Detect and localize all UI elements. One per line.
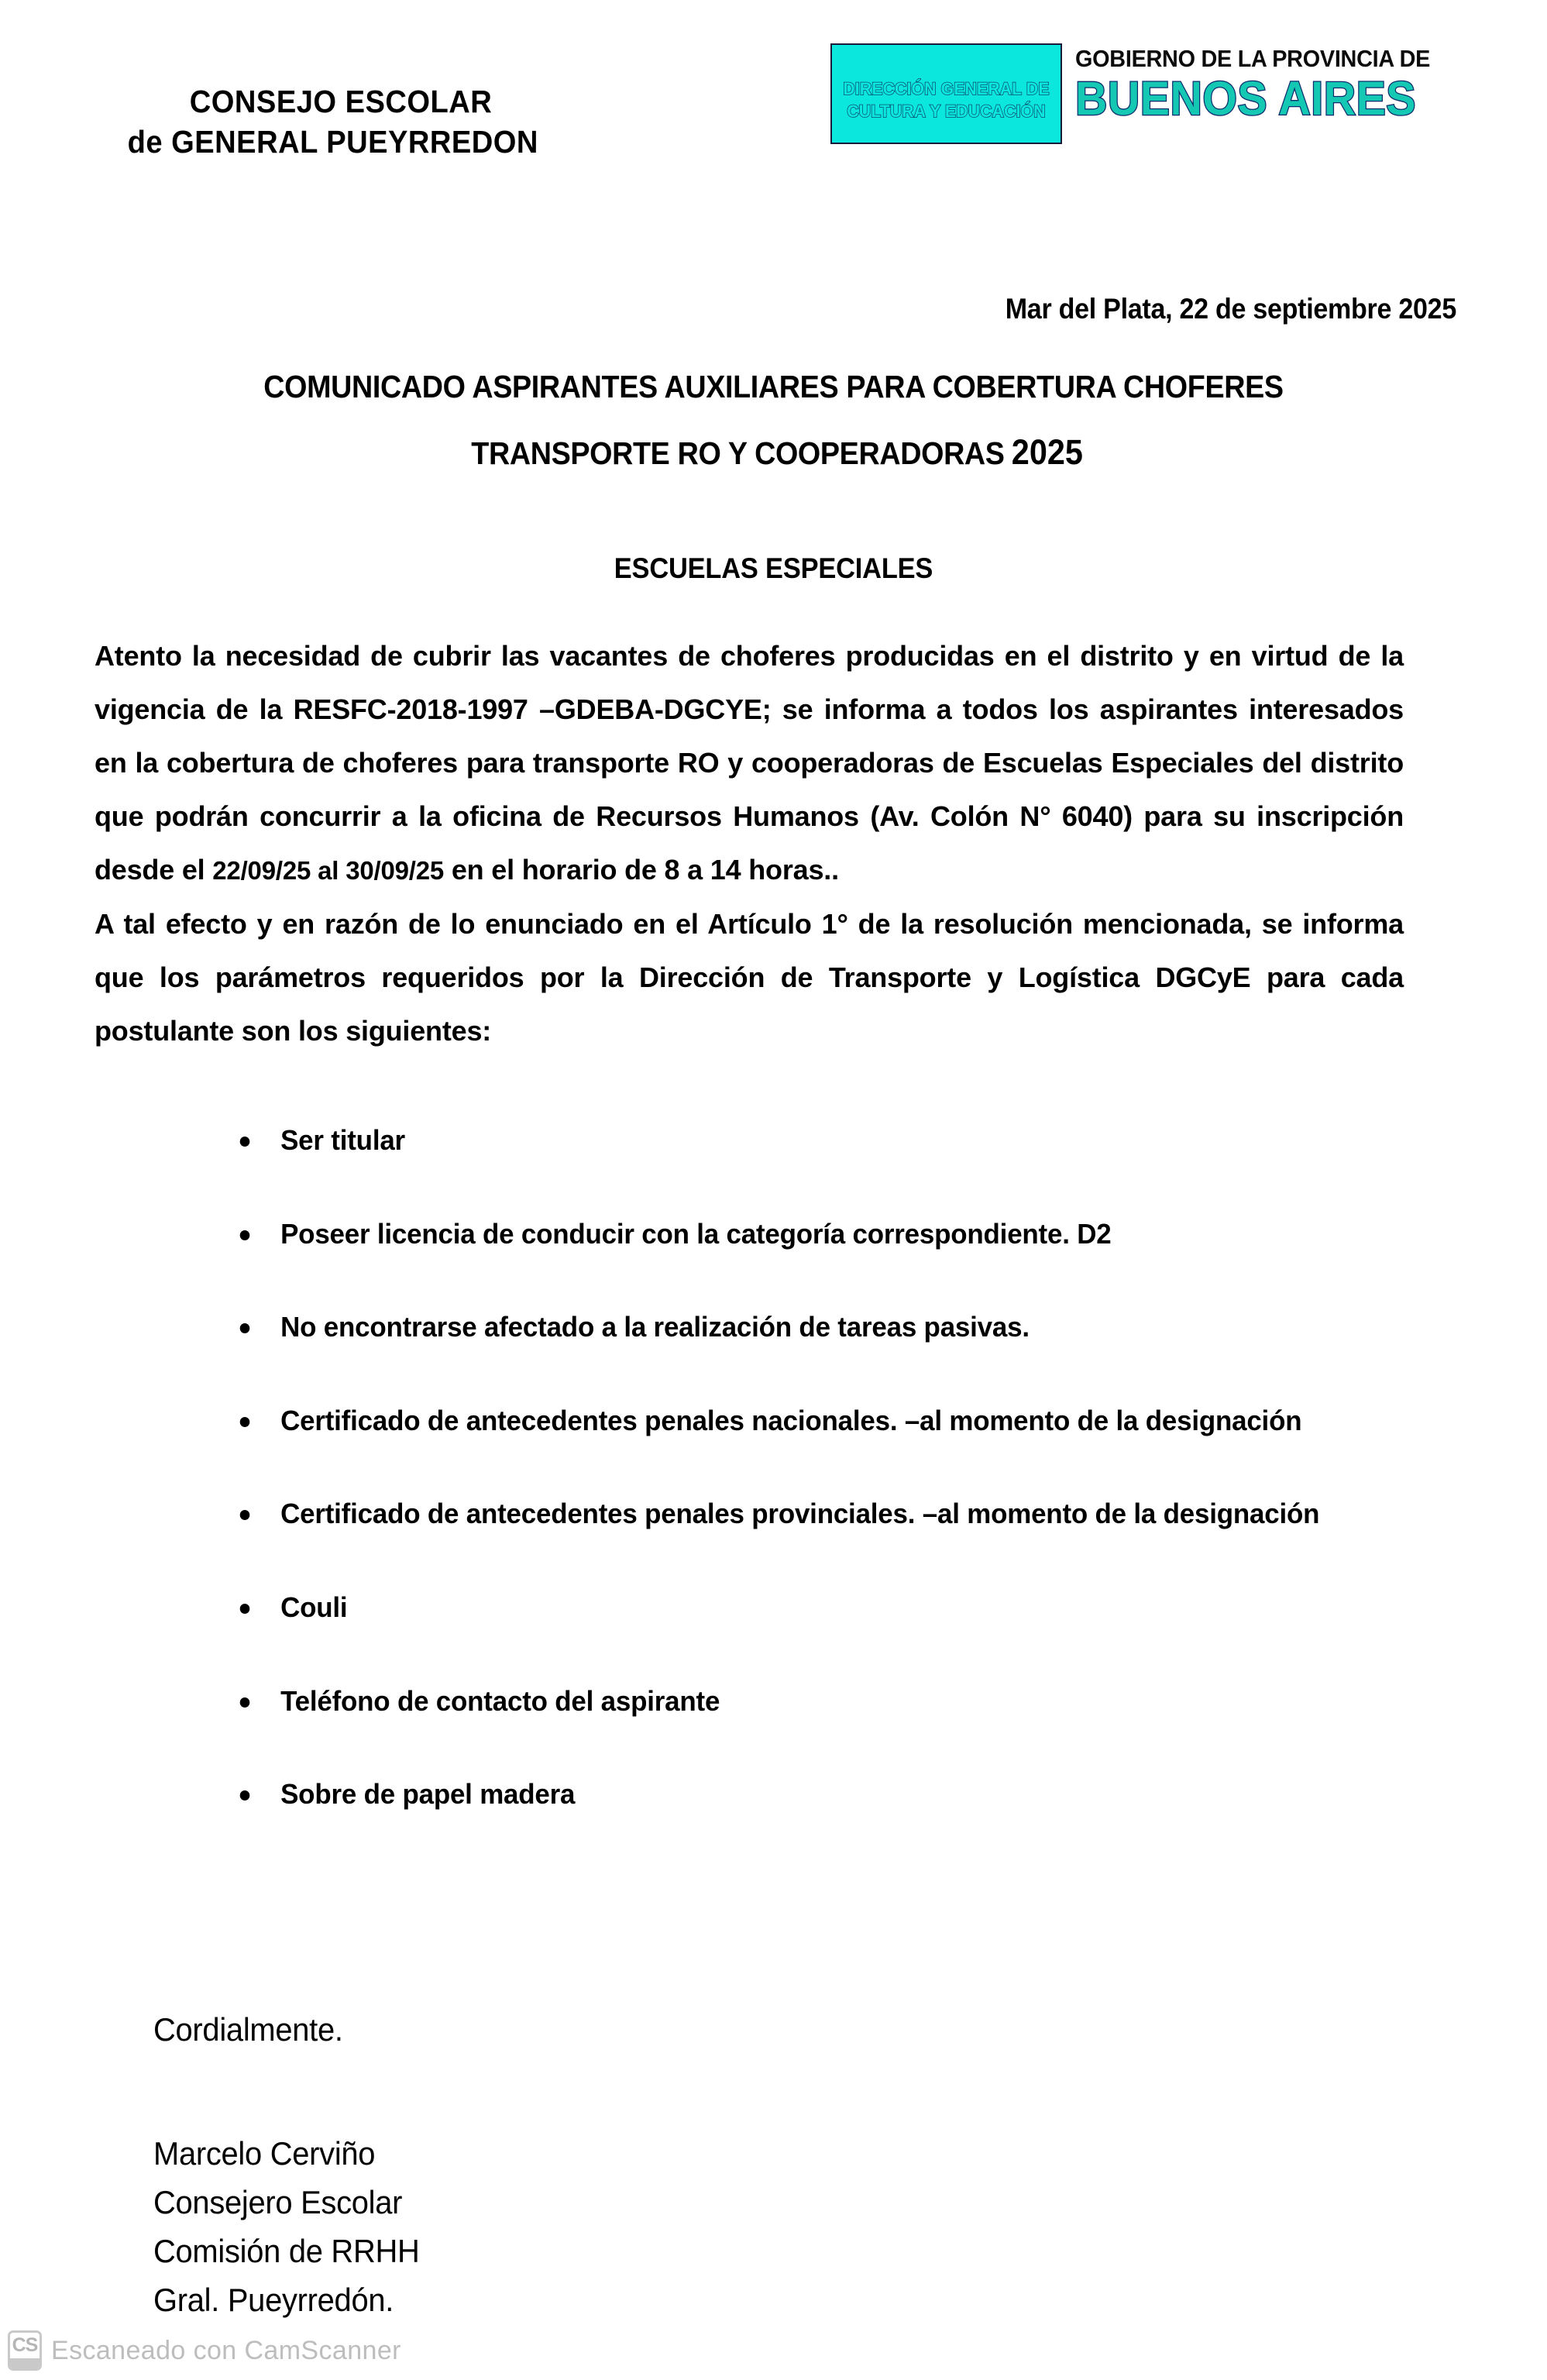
bullet-icon xyxy=(240,1230,250,1240)
requirement-text: Certificado de antecedentes penales provinciales. –al momento de la designación xyxy=(280,1498,1320,1530)
list-item xyxy=(232,1312,1449,1343)
organization-line-1: CONSEJO ESCOLAR xyxy=(189,84,493,119)
bullet-icon xyxy=(240,1510,250,1520)
organization-heading xyxy=(74,81,593,163)
list-item xyxy=(232,1405,1449,1436)
camscanner-watermark xyxy=(8,2330,401,2371)
province-name: BUENOS AIRES xyxy=(1075,71,1417,125)
organization-line-2: de GENERAL PUEYRREDON xyxy=(127,124,538,160)
bullet-icon xyxy=(240,1417,250,1427)
closing-salutation: Cordialmente. xyxy=(153,2011,343,2048)
title-line-2-text: TRANSPORTE RO Y COOPERADORAS xyxy=(471,435,1005,471)
province-logo-text xyxy=(1075,45,1528,125)
list-item xyxy=(232,1686,1449,1717)
list-item xyxy=(232,1498,1449,1529)
document-header xyxy=(0,0,1547,232)
title-line-1: COMUNICADO ASPIRANTES AUXILIARES PARA COBERTURA CHOFERES xyxy=(263,369,1284,404)
requirement-text: Certificado de antecedentes penales nacionales. –al momento de la designación xyxy=(280,1404,1302,1436)
bullet-icon xyxy=(240,1790,250,1800)
dgcye-logo-text xyxy=(837,77,1056,122)
signer-role: Consejero Escolar xyxy=(153,2184,403,2220)
government-logo xyxy=(830,43,1528,194)
document-subtitle: ESCUELAS ESPECIALES xyxy=(614,552,933,584)
requirement-text: Poseer licencia de conducir con la categoría correspondiente. D2 xyxy=(280,1217,1112,1250)
dgcye-logo-line-2: CULTURA Y EDUCACIÓN xyxy=(847,101,1046,122)
bullet-icon xyxy=(240,1323,250,1333)
dgcye-logo-line-1: DIRECCIÓN GENERAL DE xyxy=(843,79,1050,98)
paragraph-1-bold-office: oficina de Recursos Humanos xyxy=(452,800,859,832)
title-year: 2025 xyxy=(1011,432,1083,472)
bullet-icon xyxy=(240,1604,250,1614)
government-line: GOBIERNO DE LA PROVINCIA DE xyxy=(1075,45,1431,72)
body-paragraph-1 xyxy=(95,629,1404,897)
bullet-icon xyxy=(240,1697,250,1708)
date-line: Mar del Plata, 22 de septiembre 2025 xyxy=(1005,293,1456,325)
list-item xyxy=(232,1219,1449,1250)
document-body xyxy=(95,629,1404,1058)
paragraph-1-bold-hours: 8 a 14 horas.. xyxy=(664,854,839,886)
signer-commission: Comisión de RRHH xyxy=(153,2233,420,2269)
paragraph-1-segment-3: en el horario de xyxy=(444,854,665,886)
requirement-text: Ser titular xyxy=(280,1124,405,1156)
requirements-list xyxy=(232,1125,1487,1810)
list-item xyxy=(232,1592,1449,1623)
paragraph-1-inscription-dates: 22/09/25 al 30/09/25 xyxy=(212,856,445,885)
bullet-icon xyxy=(240,1137,250,1147)
requirement-text: Teléfono de contacto del aspirante xyxy=(280,1684,720,1717)
dgcye-logo-badge xyxy=(830,43,1062,144)
requirement-text: Couli xyxy=(280,1591,348,1623)
document-title xyxy=(0,369,1547,473)
requirement-text: No encontrarse afectado a la realización de tareas pasivas. xyxy=(280,1311,1030,1343)
list-item xyxy=(232,1779,1449,1810)
title-line-2 xyxy=(62,432,1485,473)
requirement-text: Sobre de papel madera xyxy=(280,1778,576,1811)
paragraph-1-segment-2: (Av. Colón N° 6040) para su inscripción desde el xyxy=(95,800,1404,886)
camscanner-label: Escaneado con CamScanner xyxy=(51,2335,401,2365)
signature-block xyxy=(153,2129,420,2324)
list-item xyxy=(232,1125,1449,1156)
body-paragraph-2: A tal efecto y en razón de lo enunciado en el Artículo 1° de la resolución mencionada, se informa que los parámetros requeridos por la Dirección de Transporte y Logística DGCyE para cada postulante son los siguientes: xyxy=(95,908,1404,1047)
signer-name: Marcelo Cerviño xyxy=(153,2135,376,2172)
signer-district: Gral. Pueyrredón. xyxy=(153,2282,394,2318)
camscanner-icon: CS xyxy=(8,2330,42,2371)
paragraph-1-segment-1: Atento la necesidad de cubrir las vacantes de choferes producidas en el distrito y en virtud de la vigencia de la RESFC-2018-1997 –GDEBA-DGCYE; se informa a todos los aspirantes interesados en la cobertura de choferes para transporte RO y cooperadoras de Escuelas Especiales del distrito que podrán concurrir a la xyxy=(95,640,1404,832)
